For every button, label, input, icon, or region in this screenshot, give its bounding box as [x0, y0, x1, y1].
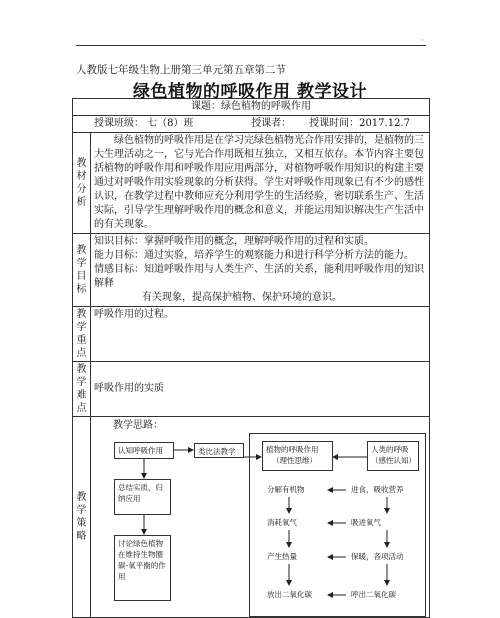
- plant-item-3: 产生热量: [267, 552, 297, 561]
- plant-item-1: 分解有机物: [267, 485, 305, 494]
- plant-item-2: 消耗氧气: [267, 518, 297, 527]
- subtitle-line: 人教版七年级生物上册第三单元第五章第二节: [76, 64, 286, 76]
- strategy-cell: [91, 417, 430, 618]
- header-rule: [76, 45, 426, 46]
- time-label: 授课时间：2017.12.7: [309, 118, 410, 129]
- teacher-label: 授课者：: [251, 118, 292, 129]
- difficult-label: 教 学 难 点: [73, 362, 91, 417]
- human-item-4: 呼出二氧化碳: [351, 590, 396, 599]
- goal-emotion: 情感目标：知道呼吸作用与人类生产、生活的关系，能利用呼吸作用的知识解释: [94, 264, 424, 289]
- goals-text: [91, 234, 430, 307]
- page-title: 绿色植物的呼吸作用 教学设计: [133, 82, 367, 102]
- human-item-1: 进食，吸收营养: [351, 485, 404, 494]
- course-cell: 课题：绿色植物的呼吸作用: [73, 99, 430, 116]
- goal-ability: 能力目标：通过实验，培养学生的观察能力和进行科学分析方法的能力。: [94, 250, 414, 261]
- box-cognize: 认知呼吸作用: [114, 442, 174, 459]
- strategy-title: 教学思路：: [113, 420, 163, 431]
- key-label: 教 学 重 点: [73, 307, 91, 362]
- plant-header: 植物的呼吸作用 （理性思维）: [262, 441, 333, 471]
- info-row: [73, 116, 430, 133]
- header-mark: ·: [421, 36, 424, 45]
- lesson-plan-table: [72, 98, 430, 618]
- box-summarize: 总结实质，归纳应用: [114, 479, 171, 515]
- class-label: 授课班级： 七（8）班: [94, 118, 194, 129]
- analysis-text: 绿色植物的呼吸作用是在学习完绿色植物光合作用安排的，是植物的三大生理活动之一，它与光合作用既相互独立，又相互依存。本节内容主要包括植物的呼吸作用和呼吸作用应用两部分，对植物呼吸作用知识的构建主要通过对呼吸作用实验现象的分析获得。学生对呼吸作用现象已有不少的感性认识，在教学过程中教师应充分利用学生的生活经验，密切联系生产、生活实际，引导学生理解呼吸作用的概念和意义，并能运用知识解决生产生活中的有关现象。: [91, 133, 430, 234]
- box-discuss: 讨论绿色植物在维持生物圈碳-氧平衡的作用: [114, 535, 171, 601]
- goal-emotion-cont: 有关现象，提高保护植物、保护环境的意识。: [142, 292, 342, 303]
- difficult-text: 呼吸作用的实质: [91, 362, 430, 417]
- plant-item-4: 放出二氧化碳: [267, 590, 312, 599]
- goals-label: 教 学 目 标: [73, 234, 91, 307]
- goal-knowledge: 知识目标：掌握呼吸作用的概念，理解呼吸作用的过程和实质。: [94, 236, 374, 247]
- human-item-3: 保暖，各项活动: [351, 552, 404, 561]
- strategy-label: 教 学 策 略: [73, 417, 91, 618]
- key-text: 呼吸作用的过程。: [91, 307, 430, 362]
- analysis-label: 教 材 分 析: [73, 133, 91, 234]
- human-item-2: 吸进氧气: [351, 518, 381, 527]
- human-header: 人类的呼吸 （感性认知）: [367, 441, 419, 471]
- box-method: 类比法教学: [194, 443, 244, 458]
